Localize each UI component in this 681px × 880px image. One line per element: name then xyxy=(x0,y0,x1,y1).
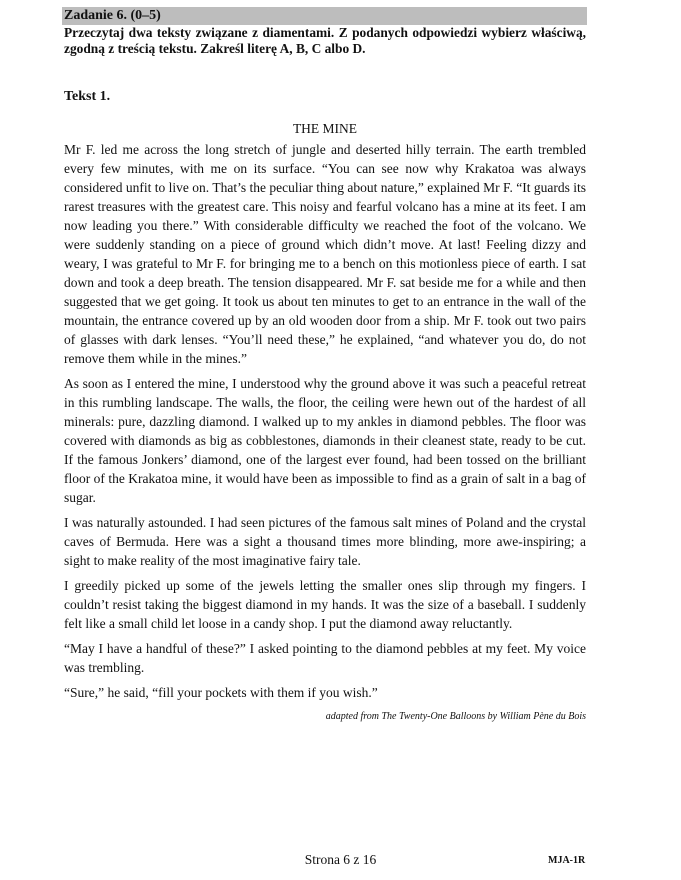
paragraph: “Sure,” he said, “fill your pockets with them if you wish.” xyxy=(64,685,378,700)
paragraph: As soon as I entered the mine, I understood why the ground above it was such a peaceful retreat in this rumbling landscape. The walls, the floor, the ceiling were hewn out of the hardest of all minerals: pure, dazzling diamond. I walked up to my ankles in diamond pebbles. The floor was covered with diamonds as big as cobblestones, diamonds in their cleanest state, ready to be cut. If the famous Jonkers’ diamond, one of the largest ever found, had been tossed on the brilliant floor of the Krakatoa mine, it would have been as impossible to find as a grain of salt in a bag of sugar. xyxy=(64,376,586,505)
text-body xyxy=(64,140,586,708)
task-instruction: Przeczytaj dwa teksty związane z diamentami. Z podanych odpowiedzi wybierz właściwą, zgodną z treścią tekstu. Zakreśl literę A, B, C albo D. xyxy=(64,25,586,56)
paragraph: I greedily picked up some of the jewels letting the smaller ones slip through my fingers. I couldn’t resist taking the biggest diamond in my hands. It was the size of a baseball. I suddenly felt like a small child let loose in a candy shop. I put the diamond away reluctantly. xyxy=(64,578,586,631)
paragraph: Mr F. led me across the long stretch of jungle and deserted hilly terrain. The earth trembled every few minutes, with me on its surface. “You can see now why Krakatoa was always considered unfit to live on. That’s the peculiar thing about nature,” explained Mr F. “It guards its rarest treasures with the greatest care. This noisy and fearful volcano has a mine at its feet. I am now leading you there.” With considerable difficulty we reached the foot of the volcano. We were suddenly standing on a piece of ground which didn’t move. At last! Feeling dizzy and weary, I was grateful to Mr F. for bringing me to a bench on this motionless piece of earth. I sat down and took a deep breath. The tension disappeared. Mr F. sat beside me for a while and then suggested that we get going. It took us about ten minutes to get to an entrance in the wall of the mountain, the entrance covered up by an old wooden door from a ship. Mr F. took out two pairs of glasses with dark lenses. “You’ll need these,” he explained, “and whatever you do, do not remove them while in the mines.” xyxy=(64,142,586,366)
exam-code: MJA-1R xyxy=(548,855,586,866)
paragraph: “May I have a handful of these?” I asked pointing to the diamond pebbles at my feet. My voice was trembling. xyxy=(64,641,586,675)
text-title: THE MINE xyxy=(292,121,358,136)
task-header: Zadanie 6. (0–5) xyxy=(62,7,587,25)
text-label: Tekst 1. xyxy=(64,89,111,104)
paragraph: I was naturally astounded. I had seen pictures of the famous salt mines of Poland and the crystal caves of Bermuda. Here was a sight a thousand times more blinding, more awe-inspiring; a sight to make reality of the most imaginative fairy tale. xyxy=(64,515,586,568)
page-number: Strona 6 z 16 xyxy=(304,852,377,867)
source-citation: adapted from The Twenty-One Balloons by William Pène du Bois xyxy=(325,711,586,722)
